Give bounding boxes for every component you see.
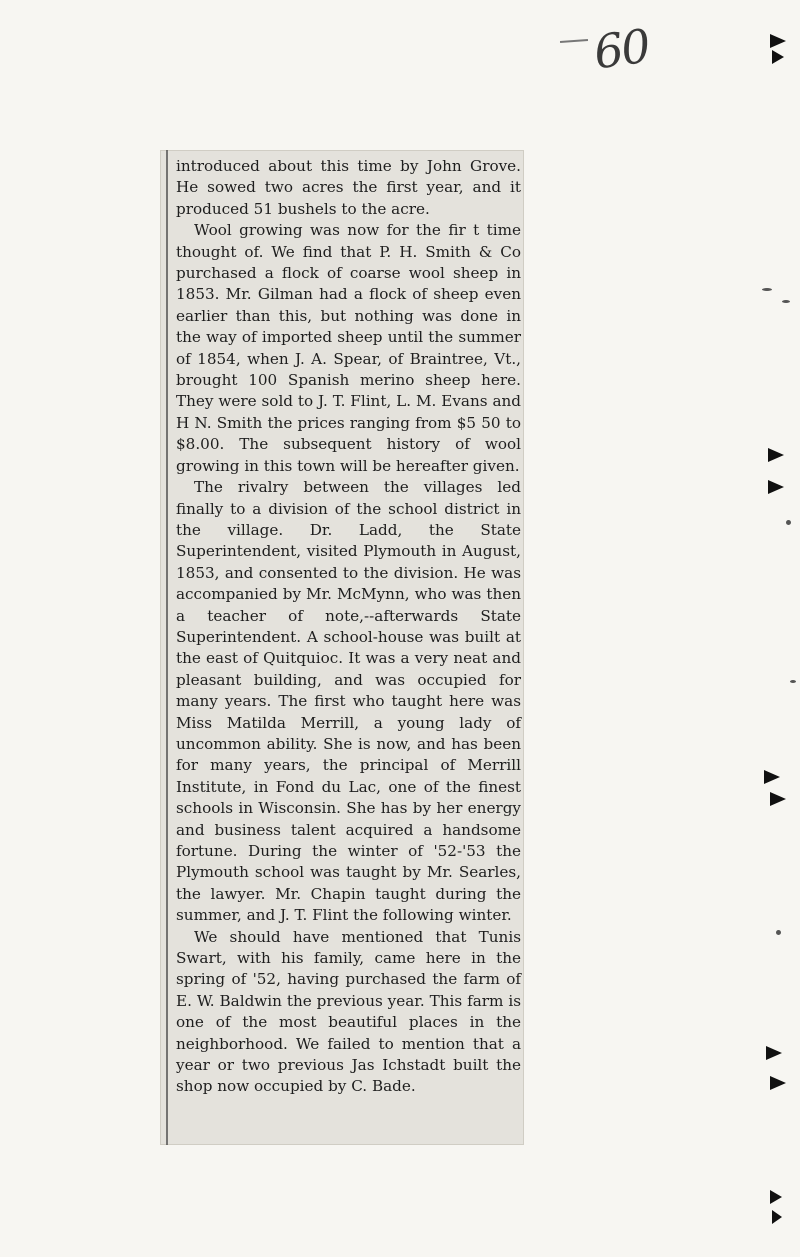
scan-speck [776, 930, 781, 935]
scan-speck [762, 288, 772, 291]
article-paragraph: The rivalry between the villages led finally to a division of the school district in the village. Dr. Ladd, the State Superintendent, visited Plymouth in August, 1853, and consented to the division. He was accompanied by Mr. McMynn, who was then a teacher of note,--afterwards State Superintendent. A school-house was built at the east of Quitquioc. It was a very neat and pleasant building, and was occupied for many years. The first who taught here was Miss Matilda Merrill, a young lady of uncommon ability. She is now, and has been for many years, the principal of Merrill Institute, in Fond du Lac, one of the finest schools in Wisconsin. She has by her energy and business talent acquired a handsome fortune. During the winter of '52-'53 the Plymouth school was taught by Mr. Searles, the lawyer. Mr. Chapin taught during the summer, and J. T. Flint the following winter. [176, 478, 521, 925]
margin-mark [772, 1210, 782, 1224]
page-number: 60 [590, 18, 653, 80]
margin-mark [770, 1076, 786, 1090]
margin-mark [766, 1046, 782, 1060]
article-paragraph: introduced about this time by John Grove. He sowed two acres the first year, and it produced 51 bushels to the acre. [176, 157, 521, 218]
margin-mark [772, 50, 784, 64]
margin-mark [768, 480, 784, 494]
scan-speck [790, 680, 796, 683]
edge-dash [560, 39, 588, 43]
article-paragraph: We should have mentioned that Tunis Swart, with his family, came here in the spring of '52, having purchased the farm of E. W. Baldwin the previous year. This farm is one of the most beautiful places in the neighborhood. We failed to mention that a year or two previous Jas Ichstadt built the shop now occupied by C. Bade. [176, 927, 521, 1096]
margin-mark [768, 448, 784, 462]
margin-mark [770, 1190, 782, 1204]
scan-speck [782, 300, 790, 303]
article-body [176, 156, 521, 1098]
margin-mark [764, 770, 780, 784]
article-paragraph: Wool growing was now for the fir t time thought of. We find that P. H. Smith & Co purchased a flock of coarse wool sheep in 1853. Mr. Gilman had a flock of sheep even earlier than this, but nothing was done in the way of imported sheep until the summer of 1854, when J. A. Spear, of Braintree, Vt., brought 100 Spanish merino sheep here. They were sold to J. T. Flint, L. M. Evans and H N. Smith the prices ranging from $5 50 to $8.00. The subsequent history of wool growing in this town will be hereafter given. [176, 221, 521, 475]
margin-mark [770, 34, 786, 48]
scan-speck [786, 520, 791, 525]
clipping-edge-line [166, 150, 168, 1145]
margin-mark [770, 792, 786, 806]
